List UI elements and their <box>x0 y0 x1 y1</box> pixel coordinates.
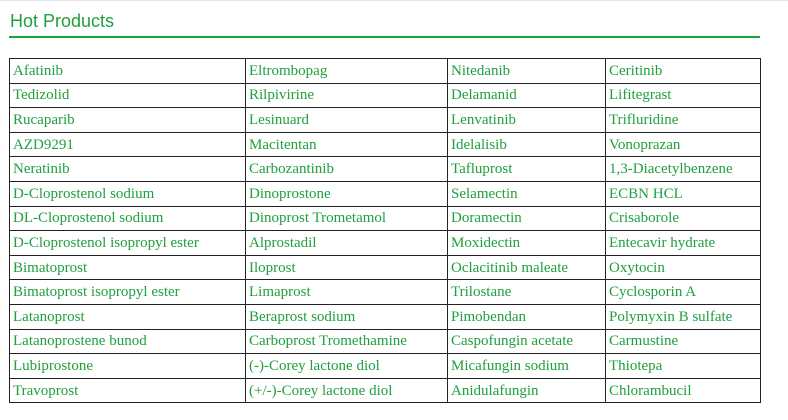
table-row <box>10 157 761 182</box>
table-cell <box>448 378 606 403</box>
product-link[interactable]: Trilostane <box>451 284 512 301</box>
table-row <box>10 354 761 379</box>
section-title: Hot Products <box>10 11 115 31</box>
product-link[interactable]: Lesinuard <box>249 111 309 128</box>
table-cell <box>448 132 606 157</box>
table-row <box>10 329 761 354</box>
product-link[interactable]: Oclacitinib maleate <box>451 259 569 276</box>
product-link[interactable]: Rilpivirine <box>249 87 314 104</box>
table-row <box>10 378 761 403</box>
table-cell <box>10 206 246 231</box>
product-link[interactable]: Bimatoprost <box>13 259 88 276</box>
table-row <box>10 206 761 231</box>
product-link[interactable]: Polymyxin B sulfate <box>609 308 733 325</box>
product-link[interactable]: Trifluridine <box>609 111 679 128</box>
table-row <box>10 132 761 157</box>
table-cell <box>448 181 606 206</box>
table-cell <box>10 280 246 305</box>
table-row <box>10 231 761 256</box>
table-cell <box>448 59 606 84</box>
product-link[interactable]: Doramectin <box>451 210 522 227</box>
product-link[interactable]: Cyclosporin A <box>609 284 697 301</box>
table-cell <box>246 181 448 206</box>
product-link[interactable]: AZD9291 <box>13 136 74 153</box>
table-cell <box>606 59 761 84</box>
table-cell <box>448 255 606 280</box>
table-cell <box>246 280 448 305</box>
table-row <box>10 59 761 84</box>
table-cell <box>10 59 246 84</box>
table-cell <box>10 231 246 256</box>
product-link[interactable]: Selamectin <box>451 185 518 202</box>
table-cell <box>448 157 606 182</box>
table-cell <box>246 83 448 108</box>
product-link[interactable]: Caspofungin acetate <box>451 333 574 350</box>
product-link[interactable]: ECBN HCL <box>609 185 683 202</box>
product-link[interactable]: Anidulafungin <box>451 382 539 399</box>
product-link[interactable]: Lubiprostone <box>13 357 93 374</box>
product-link[interactable]: (-)-Corey lactone diol <box>249 357 380 374</box>
table-row <box>10 280 761 305</box>
table-row <box>10 83 761 108</box>
title-underline <box>9 36 760 38</box>
table-cell <box>448 329 606 354</box>
product-link[interactable]: Thiotepa <box>609 357 663 374</box>
table-cell <box>10 83 246 108</box>
table-cell <box>448 354 606 379</box>
table-cell <box>606 157 761 182</box>
product-link[interactable]: D-Cloprostenol sodium <box>13 185 155 202</box>
product-link[interactable]: Travoprost <box>13 382 79 399</box>
table-cell <box>606 181 761 206</box>
product-link[interactable]: Vonoprazan <box>609 136 681 153</box>
table-cell <box>246 108 448 133</box>
table-cell <box>606 378 761 403</box>
product-link[interactable]: D-Cloprostenol isopropyl ester <box>13 234 199 251</box>
product-link[interactable]: Entecavir hydrate <box>609 234 716 251</box>
table-cell <box>606 108 761 133</box>
product-link[interactable]: Rucaparib <box>13 111 75 128</box>
table-cell <box>10 181 246 206</box>
table-cell <box>606 280 761 305</box>
table-cell <box>10 108 246 133</box>
table-cell <box>246 378 448 403</box>
product-link[interactable]: 1,3-Diacetylbenzene <box>609 161 733 178</box>
table-cell <box>246 329 448 354</box>
product-link[interactable]: Dinoprostone <box>249 185 331 202</box>
table-cell <box>10 304 246 329</box>
table-row <box>10 304 761 329</box>
table-row <box>10 108 761 133</box>
table-cell <box>606 354 761 379</box>
table-cell <box>606 231 761 256</box>
product-link[interactable]: Lifitegrast <box>609 87 672 104</box>
products-table-body <box>10 59 761 403</box>
table-cell <box>606 329 761 354</box>
product-link[interactable]: Limaprost <box>249 284 311 301</box>
product-link[interactable]: Lenvatinib <box>451 111 516 128</box>
table-cell <box>606 255 761 280</box>
product-link[interactable]: Crisaborole <box>609 210 679 227</box>
product-link[interactable]: Bimatoprost isopropyl ester <box>13 284 180 301</box>
table-cell <box>246 157 448 182</box>
product-link[interactable]: Dinoprost Trometamol <box>249 210 387 227</box>
table-cell <box>10 255 246 280</box>
table-cell <box>448 304 606 329</box>
product-link[interactable]: Pimobendan <box>451 308 526 325</box>
table-cell <box>10 354 246 379</box>
table-cell <box>606 304 761 329</box>
table-cell <box>246 354 448 379</box>
product-link[interactable]: Alprostadil <box>249 234 317 251</box>
product-link[interactable]: Carbozantinib <box>249 161 334 178</box>
product-link[interactable]: Latanoprostene bunod <box>13 333 147 350</box>
product-link[interactable]: (+/-)-Corey lactone diol <box>249 382 393 399</box>
product-link[interactable]: Chlorambucil <box>609 382 692 399</box>
table-cell <box>246 255 448 280</box>
table-cell <box>246 206 448 231</box>
table-cell <box>606 206 761 231</box>
product-link[interactable]: Tedizolid <box>13 87 70 104</box>
product-link[interactable]: DL-Cloprostenol sodium <box>13 210 164 227</box>
product-link[interactable]: Oxytocin <box>609 259 665 276</box>
product-link[interactable]: Carboprost Tromethamine <box>249 333 407 350</box>
top-divider <box>0 0 788 1</box>
table-cell <box>10 329 246 354</box>
product-link[interactable]: Idelalisib <box>451 136 507 153</box>
product-link[interactable]: Carmustine <box>609 333 679 350</box>
table-cell <box>448 83 606 108</box>
table-cell <box>606 83 761 108</box>
table-cell <box>448 231 606 256</box>
table-cell <box>246 304 448 329</box>
table-cell <box>448 280 606 305</box>
table-cell <box>10 157 246 182</box>
table-cell <box>448 108 606 133</box>
product-link[interactable]: Micafungin sodium <box>451 357 569 374</box>
table-cell <box>246 132 448 157</box>
products-table <box>9 58 761 403</box>
product-link[interactable]: Neratinib <box>13 161 70 178</box>
product-link[interactable]: Ceritinib <box>609 62 663 79</box>
product-link[interactable]: Delamanid <box>451 87 517 104</box>
table-cell <box>10 132 246 157</box>
table-cell <box>10 378 246 403</box>
product-link[interactable]: Beraprost sodium <box>249 308 356 325</box>
product-link[interactable]: Tafluprost <box>451 161 513 178</box>
product-link[interactable]: Moxidectin <box>451 234 521 251</box>
table-cell <box>246 231 448 256</box>
table-cell <box>246 59 448 84</box>
product-link[interactable]: Macitentan <box>249 136 317 153</box>
table-row <box>10 255 761 280</box>
product-link[interactable]: Eltrombopag <box>249 62 328 79</box>
product-link[interactable]: Iloprost <box>249 259 296 276</box>
product-link[interactable]: Nitedanib <box>451 62 511 79</box>
product-link[interactable]: Latanoprost <box>13 308 85 325</box>
table-row <box>10 181 761 206</box>
table-cell <box>448 206 606 231</box>
product-link[interactable]: Afatinib <box>13 62 63 79</box>
table-cell <box>606 132 761 157</box>
